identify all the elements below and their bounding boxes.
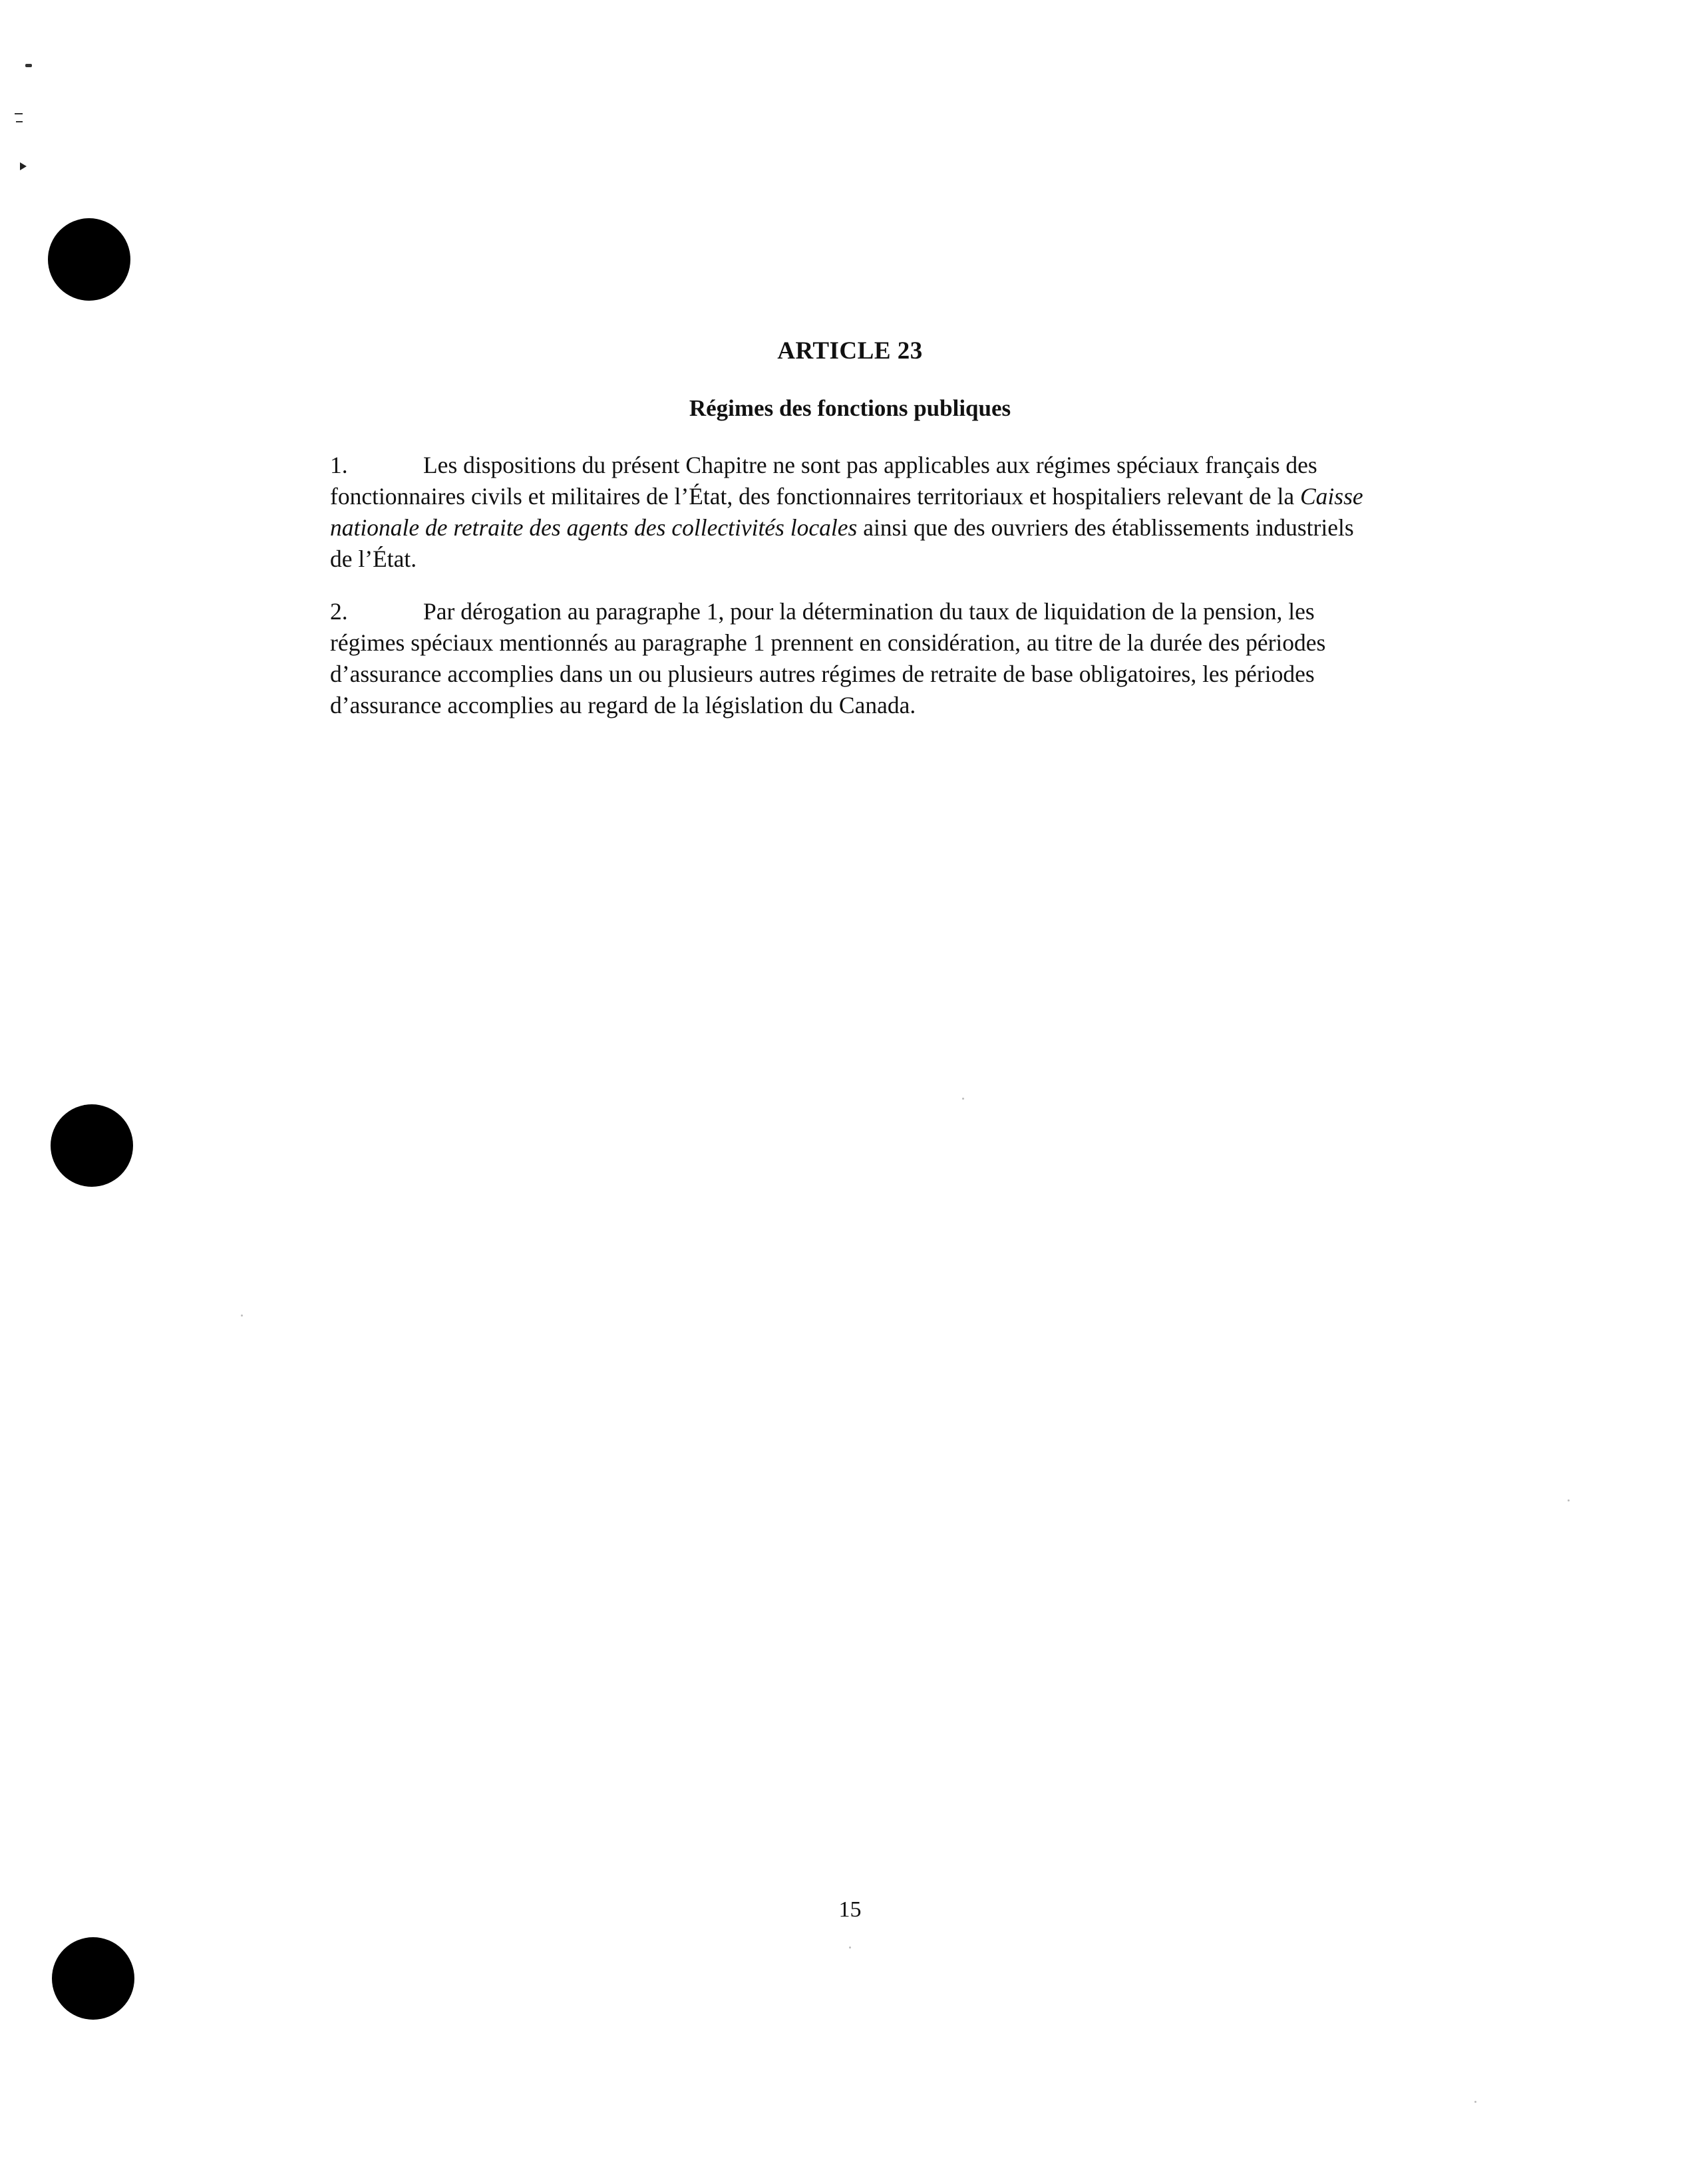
paragraph-italic-text: Caisse nationale de retraite des agents des collectivités locales (330, 483, 1363, 541)
paragraph-text-end: ainsi que des ouvriers des établissements industriels de l’État. (330, 514, 1354, 572)
scan-speck (1474, 2101, 1476, 2103)
paragraph-text: Les dispositions du présent Chapitre ne sont pas applicables aux régimes spéciaux français des fonctionnaires civils et militaires de l’État, des fonctionnaires territoriaux et hospitaliers relevant de la (330, 452, 1317, 510)
scan-speck (241, 1315, 243, 1317)
scan-mark (20, 162, 27, 170)
scan-speck (962, 1098, 964, 1100)
paragraph-1 (330, 450, 1375, 575)
scan-speck (849, 1947, 851, 1949)
paragraph-text: Par dérogation au paragraphe 1, pour la détermination du taux de liquidation de la pension, les régimes spéciaux mentionnés au paragraphe 1 prennent en considération, au titre de la durée des périodes d’assurance accomplies dans un ou plusieurs autres régimes de retraite de base obligatoires, les périodes d’assurance accomplies au regard de la législation du Canada. (330, 598, 1326, 718)
paragraph-number: 1. (330, 452, 348, 478)
punch-hole-top (48, 218, 130, 301)
scan-speck (1568, 1499, 1570, 1501)
punch-hole-bottom (52, 1937, 134, 2020)
punch-hole-middle (51, 1104, 133, 1187)
page-number: 15 (838, 1897, 862, 1922)
article-title: Régimes des fonctions publiques (689, 395, 1011, 421)
scan-mark (15, 113, 23, 114)
scan-mark (16, 121, 23, 122)
article-heading: ARTICLE 23 (777, 337, 923, 365)
paragraph-2 (330, 596, 1375, 721)
paragraph-number: 2. (330, 598, 348, 625)
scan-mark (25, 64, 32, 67)
